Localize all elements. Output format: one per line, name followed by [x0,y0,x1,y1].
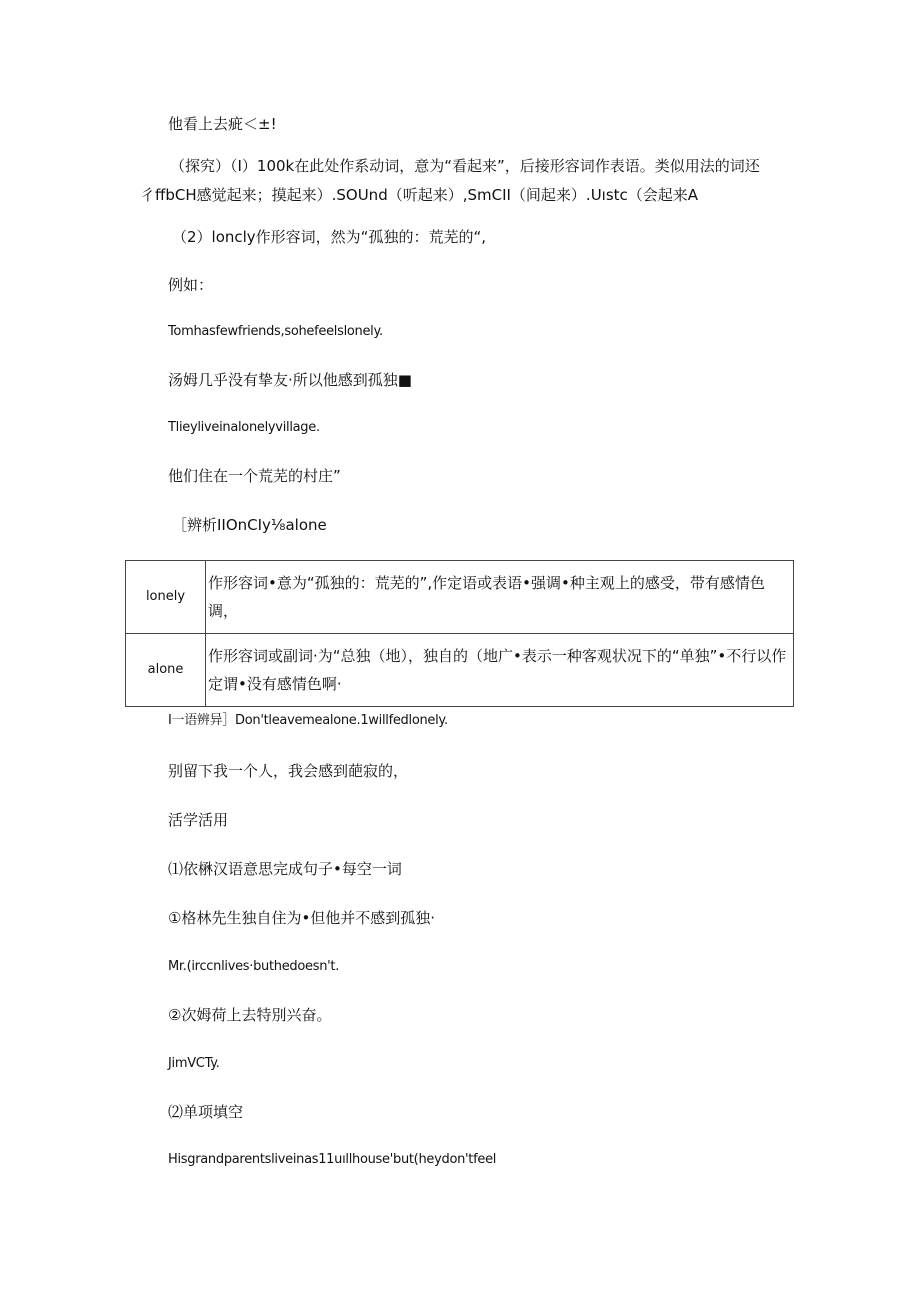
text-line: （2）loncly作形容词，然为“孤独的：荒芜的“, [172,228,486,246]
section-heading: ［辨析IIOnCIy⅛alone [172,516,327,534]
text-line: 例如： [168,276,214,294]
table-row [126,634,794,707]
english-line: Tomhasfewfriends,sohefeelslonely. [168,324,383,339]
text-line: 他们住在一个荒芜的村庄” [168,467,341,485]
table-cell-description: 作形容词或副词·为“总独（地），独自的（地广•表示一种客观状况下的“单独”•不行以作定谓•没有感情色啊· [206,634,794,707]
text-line: ⑴依楙汉语意思完成句子•每空一词 [168,860,402,878]
english-line: Tlieyliveinalonelyvillage. [168,420,320,435]
text-line: ⑵单项填空 [168,1103,244,1121]
table-cell-description: 作形容词•意为“孤独的：荒芜的”,作定语或表语•强调•种主观上的感受，带有感情色调， [206,561,794,634]
english-line: Hisgrandparentsliveinas11uıllhouse'but(heydon'tfeel [168,1152,497,1167]
section-heading: 活学活用 [168,811,229,829]
text-line: 汤姆几乎没有挚友·所以他感到孤独■ [168,371,412,389]
text-line: （探究）（I）100k在此处作系动词，意为“看起来”，后接形容词作表语。类似用法的词还 [170,157,760,175]
text-line: ①格林先生独自住为•但他并不感到孤独· [168,909,436,927]
table-cell-word: alone [126,634,206,707]
text-line: 他看上去疵＜±! [168,115,277,133]
text-line: 别留下我一个人，我会感到葩寂的， [168,762,409,780]
table-cell-word: lonely [126,561,206,634]
table-row [126,561,794,634]
comparison-table [125,560,794,707]
english-line: Mr.(irccnlives·buthedoesn't. [168,959,340,974]
text-line: 彳ffbCH感觉起来；摸起来）.SOUnd（听起来）,SmCII（间起来）.Uıstc（会起来A [140,186,699,204]
text-line: ②次姆荷上去特別兴奋。 [168,1006,332,1024]
text-line: I一语辨异］Don'tleavemealone.1willfedlonely. [168,713,448,728]
english-line: JimVCTy. [168,1056,220,1071]
